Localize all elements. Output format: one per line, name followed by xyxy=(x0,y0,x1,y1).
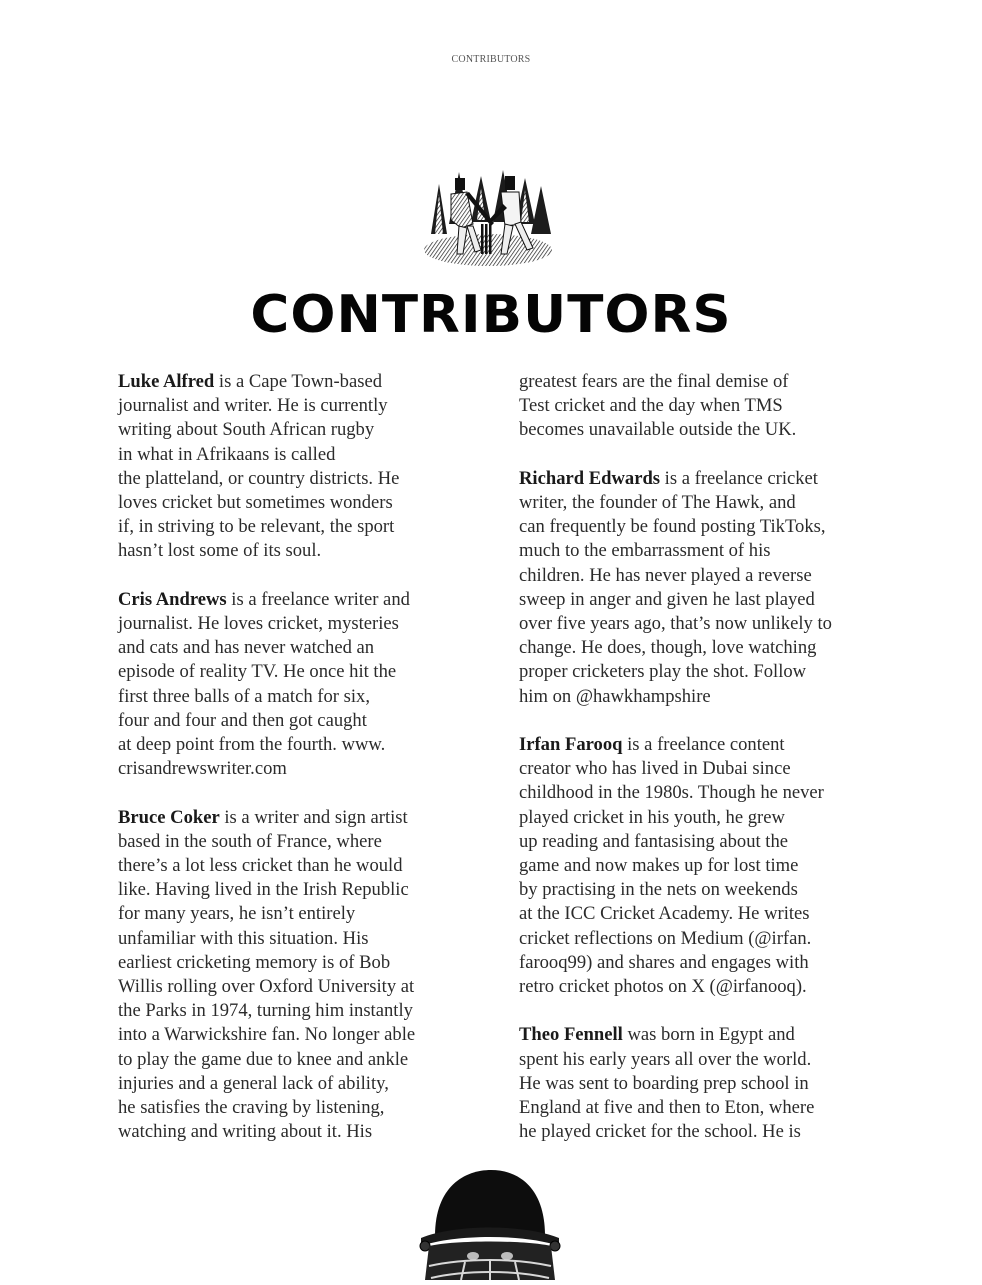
page-title: CONTRIBUTORS xyxy=(250,285,732,345)
contributor-bio-luke-alfred: Luke Alfred is a Cape Town-based journalist and writer. He is currently writing about South African rugby in what in Afrikaans is called the platteland, or country districts. He loves cricket but sometimes wonders if, in striving to be relevant, the sport hasn’t lost some of its soul. xyxy=(118,371,400,562)
contributor-name: Bruce Coker xyxy=(118,806,220,828)
contributor-name: Irfan Farooq xyxy=(519,734,623,756)
contributor-bio-cris-andrews: Cris Andrews is a freelance writer and journalist. He loves cricket, mysteries and cats and has never watched an episode of reality TV. He once hit the first three balls of a match for six, four and four and then got caught at deep point from the fourth. www. crisandrewswriter.com xyxy=(118,588,410,780)
helmeted-cricketer-illustration xyxy=(395,1166,585,1280)
cricketers-engraving-icon xyxy=(421,164,555,270)
contributor-bio-richard-edwards: Richard Edwards is a freelance cricket writer, the founder of The Hawk, and can frequently be found posting TikToks, much to the embarrassment of his children. He has never played a reverse sweep in anger and given he last played over five years ago, that’s now unlikely to change. He does, though, love watching proper cricketers play the shot. Follow him on @hawkhampshire xyxy=(519,467,832,707)
contributor-name: Luke Alfred xyxy=(118,371,215,392)
cricketers-engraving-illustration xyxy=(421,164,555,270)
contributor-bio-theo-fennell: Theo Fennell was born in Egypt and spent his early years all over the world. He was sent to boarding prep school in England at five and then to Eton, where he played cricket for the school. He is xyxy=(519,1024,815,1143)
contributor-name: Richard Edwards xyxy=(519,467,661,489)
running-head: CONTRIBUTORS xyxy=(451,54,531,65)
helmeted-cricketer-icon xyxy=(395,1166,585,1280)
contributor-bio-continuation: greatest fears are the final demise of Test cricket and the day when TMS becomes unavailable outside the UK. xyxy=(519,371,797,441)
contributor-bio-irfan-farooq: Irfan Farooq is a freelance content creator who has lived in Dubai since childhood in the 1980s. Though he never played cricket in his youth, he grew up reading and fantasising about the game and now makes up for lost time by practising in the nets on weekends at the ICC Cricket Academy. He writes cricket reflections on Medium (@irfan. farooq99) and shares and engages with retro cricket photos on X (@irfanooq). xyxy=(519,734,824,998)
contributors-column-right xyxy=(519,370,869,1169)
contributor-name: Theo Fennell xyxy=(519,1024,623,1046)
contributor-bio-bruce-coker: Bruce Coker is a writer and sign artist based in the south of France, where there’s a lot less cricket than he would like. Having lived in the Irish Republic for many years, he isn’t entirely unfamiliar with this situation. His earliest cricketing memory is of Bob Willis rolling over Oxford University at the Parks in 1974, turning him instantly into a Warwickshire fan. No longer able to play the game due to knee and ankle injuries and a general lack of ability, he satisfies the craving by listening, watching and writing about it. His xyxy=(118,806,416,1143)
contributor-name: Cris Andrews xyxy=(118,588,227,610)
contributors-column-left xyxy=(118,370,468,1169)
